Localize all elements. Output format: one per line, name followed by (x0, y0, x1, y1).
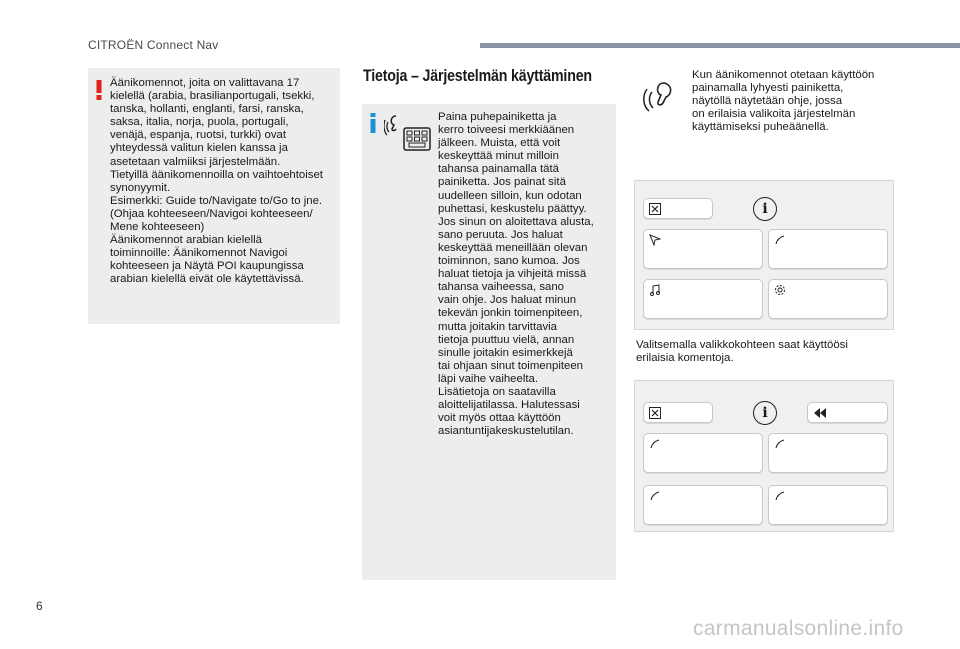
header-bar (480, 43, 960, 48)
command-button (643, 485, 763, 525)
info-circle-icon: i (753, 401, 777, 425)
close-icon (649, 407, 661, 419)
phone-icon (649, 438, 661, 450)
navigation-arrow-icon (649, 234, 661, 246)
back-button (807, 402, 888, 423)
watermark: carmanualsonline.info (693, 617, 904, 640)
close-button (643, 198, 713, 219)
voice-keyboard-icon (384, 112, 432, 152)
menu-commands-text: Valitsemalla valikkokohteen saat käyttöösi erilaisia komentoja. (636, 339, 848, 365)
menu-navigation-button (643, 229, 763, 269)
menu-phone-button (768, 229, 888, 269)
info-circle-icon: i (753, 197, 777, 221)
command-screen-illustration (634, 380, 894, 532)
menu-media-button (643, 279, 763, 319)
phone-icon (774, 438, 786, 450)
close-button (643, 402, 713, 423)
rewind-back-icon (813, 407, 827, 419)
command-button (768, 433, 888, 473)
close-icon (649, 203, 661, 215)
warning-exclamation-icon (92, 80, 106, 100)
page-number: 6 (36, 599, 43, 613)
info-i-icon (366, 113, 380, 133)
section-title: Tietoja – Järjestelmän käyttäminen (363, 67, 592, 85)
phone-icon (649, 490, 661, 502)
gear-icon (774, 284, 786, 296)
command-button (643, 433, 763, 473)
help-screen-illustration (634, 180, 894, 330)
command-button (768, 485, 888, 525)
music-note-icon (649, 284, 661, 296)
phone-icon (774, 490, 786, 502)
voice-command-icon (642, 80, 678, 114)
running-header: CITROËN Connect Nav (88, 38, 219, 52)
warning-text: Äänikomennot, joita on valittavana 17 kielellä (arabia, brasilianportugali, tsekki, tanska, hollanti, englanti, farsi, ranska, saksa, italia, norja, puola, portugali, venäjä, espanja, ruotsi, turkki) ovat yhteydessä valitun kielen kanssa ja asetetaan valmiiksi järjestelmään. Tietyillä äänikomennoilla on vaihtoehtoiset synonyymit. Esimerkki: Guide to/Navigate to/Go to jne. (Ohjaa kohteeseen/Navigoi kohteeseen/ Mene kohteeseen) Äänikomennot arabian kielellä toiminnoille: Äänikomennot Navigoi kohteeseen ja Näytä POI kaupungissa arabian kielellä eivät ole käytettävissä. (110, 77, 323, 286)
voice-help-text: Kun äänikomennot otetaan käyttöön painamalla lyhyesti painiketta, näytöllä näytetään ohje, jossa on erilaisia valikoita järjestelmän käyttämiseksi puheäänellä. (692, 69, 875, 134)
info-text: Paina puhepainiketta ja kerro toiveesi merkkiäänen jälkeen. Muista, että voit keskeyttää minut milloin tahansa painamalla tätä painiketta. Jos painat sitä uudelleen silloin, kun odotan puhettasi, keskustelu päättyy. Jos sinun on aloitettava alusta, sano peruuta. Jos haluat keskeyttää meneillään olevan toiminnon, sano kumoa. Jos haluat tietoja ja vihjeitä missä tahansa vaiheessa, sano vain ohje. Jos haluat minun tekevän jonkin toimenpiteen, mutta joitakin tarvittavia tietoja puuttuu vielä, annan sinulle joitakin esimerkkejä tai ohjaan sinut toimenpiteen läpi vaihe vaiheelta. Lisätietoja on saatavilla aloittelijatilassa. Halutessasi voit myös ottaa käyttöön asiantuntijakeskustelutilan. (438, 111, 594, 438)
phone-icon (774, 234, 786, 246)
menu-settings-button (768, 279, 888, 319)
